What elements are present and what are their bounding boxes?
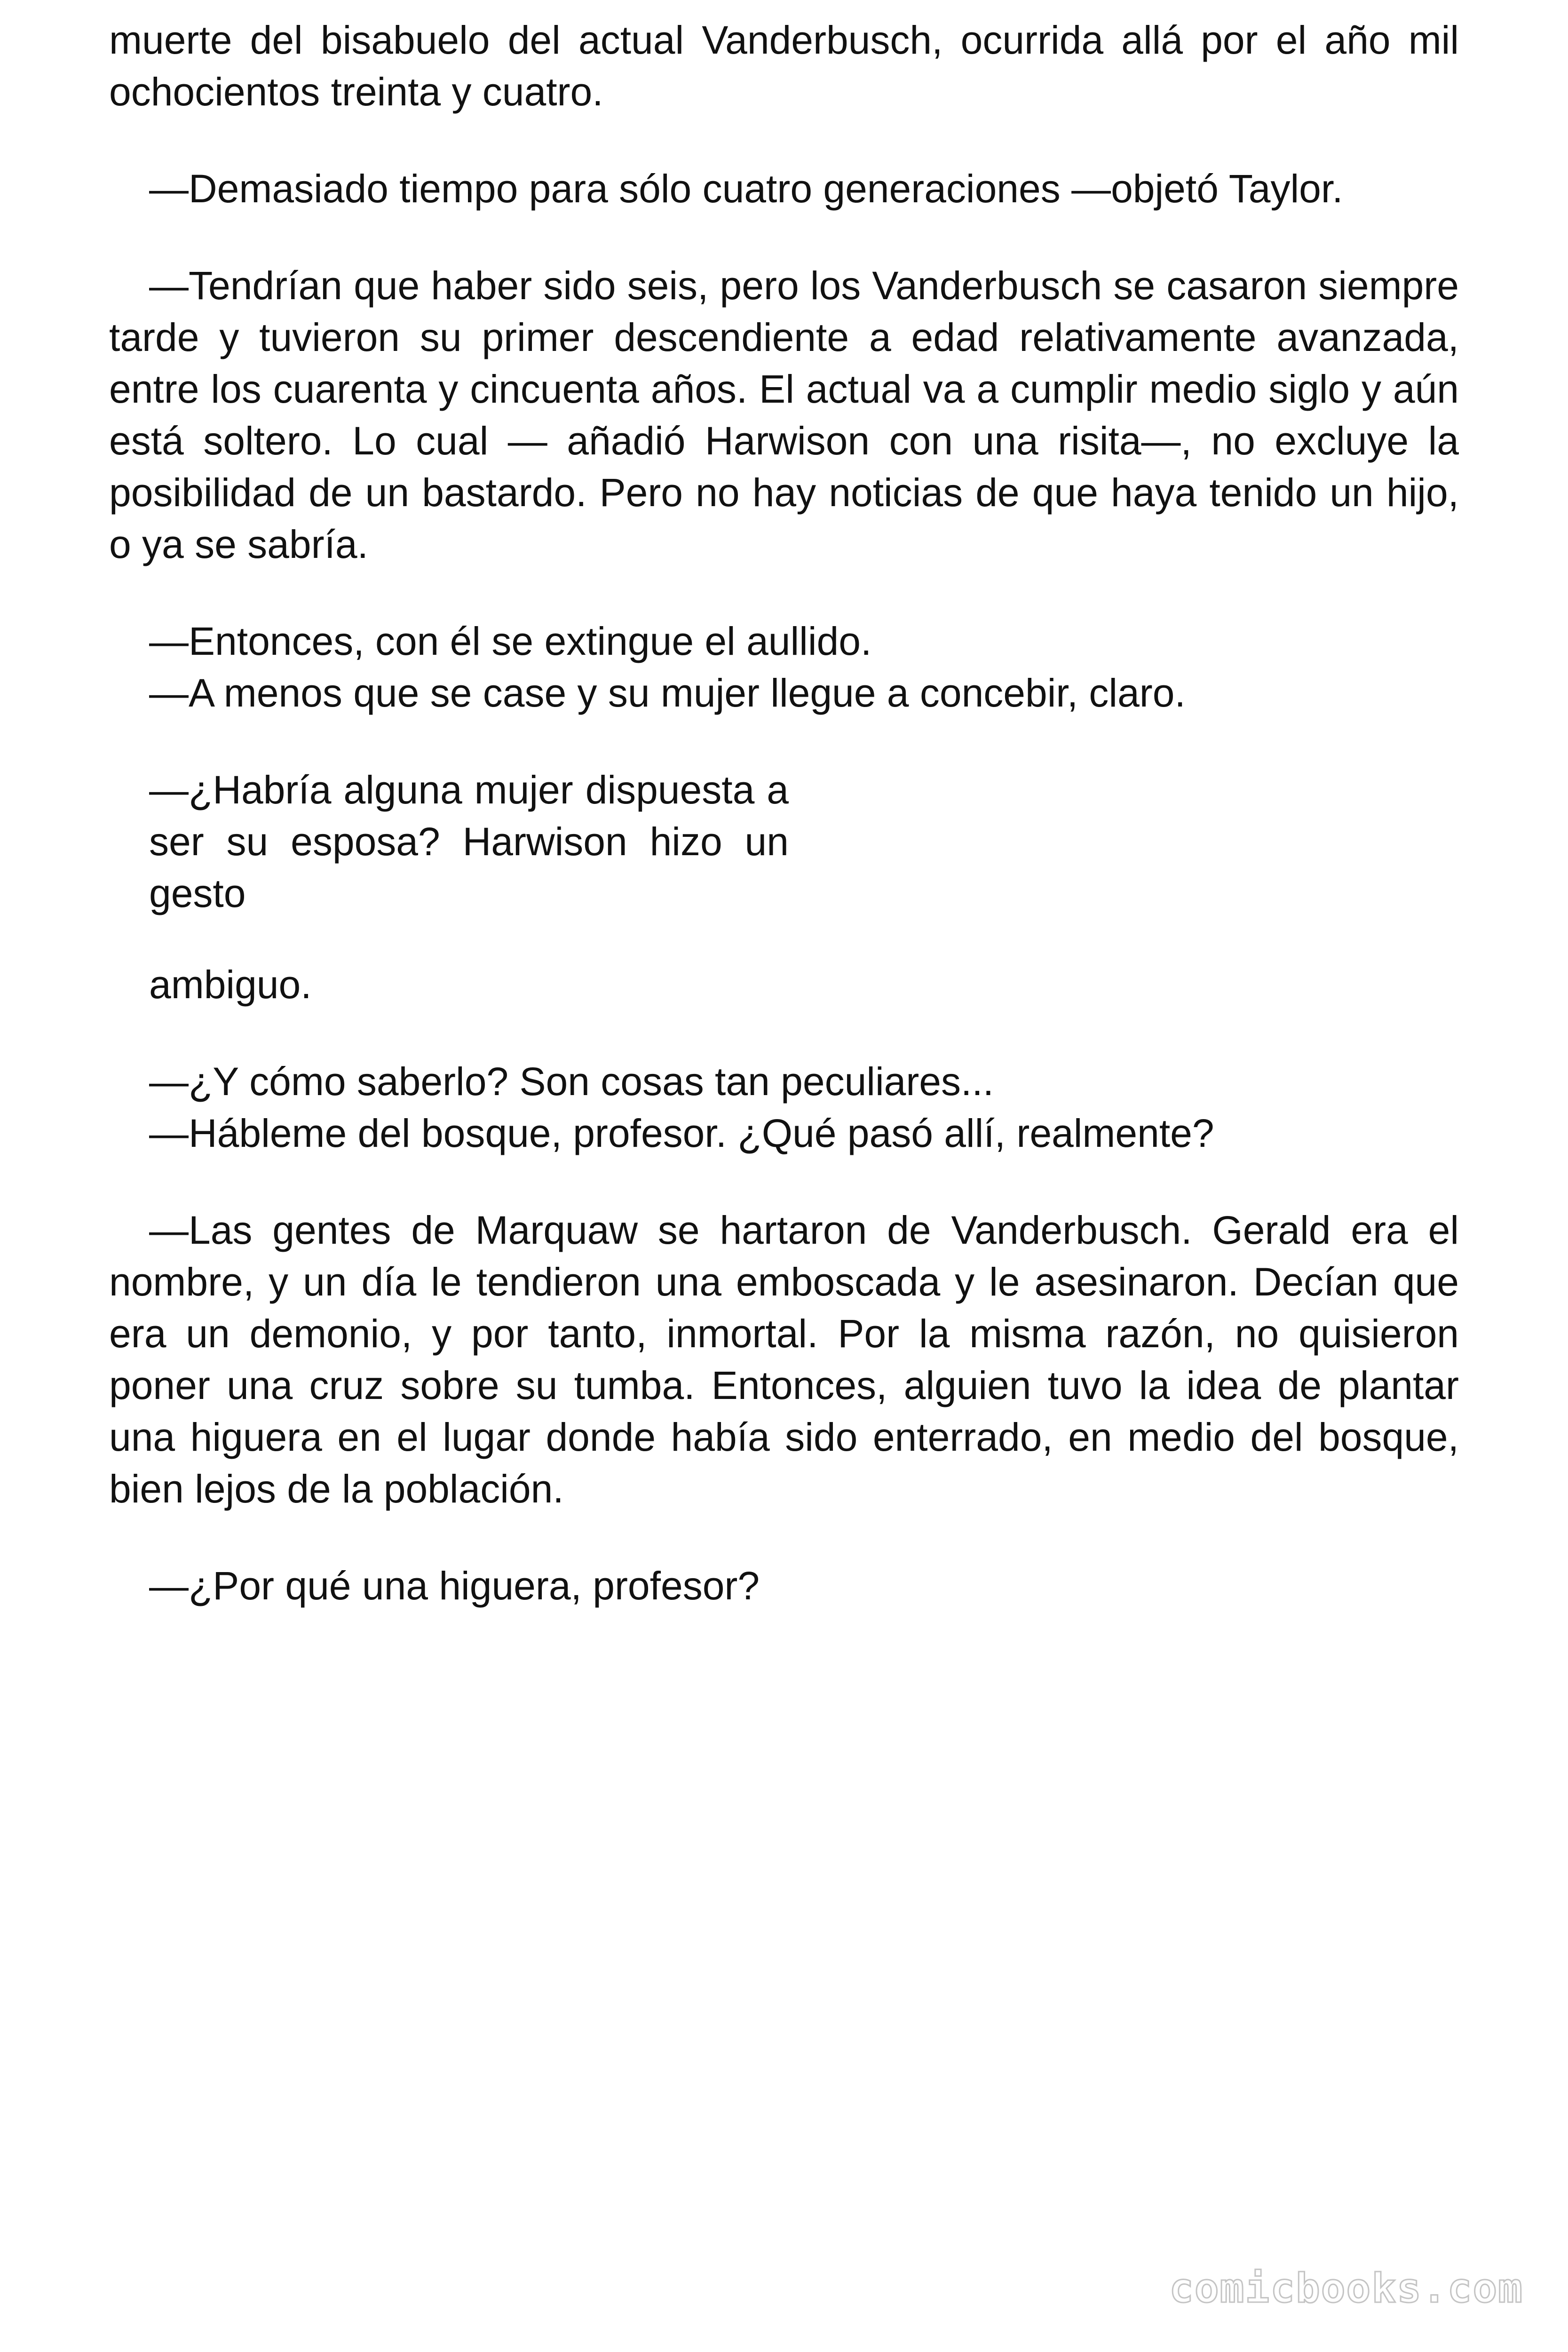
paragraph-4: —Entonces, con él se extingue el aullido.	[149, 619, 872, 663]
paragraph-10: —¿Por qué una higuera, profesor?	[149, 1564, 760, 1608]
paragraph-9: —Las gentes de Marquaw se hartaron de Vanderbusch. Gerald era el nombre, y un día le tendieron una emboscada y le asesinaron. Decían que era un demonio, y por tanto, inmortal. Por la misma razón, no quisieron poner una cruz sobre su tumba. Entonces, alguien tuvo la idea de plantar una higuera en el lugar donde había sido enterrado, en medio del bosque, bien lejos de la población.	[109, 1208, 1459, 1511]
paragraph-6: —¿Habría alguna mujer dispuesta a ser su esposa? Harwison hizo un gesto	[149, 768, 789, 915]
page-body	[109, 14, 1459, 1657]
paragraph-5: —A menos que se case y su mujer llegue a concebir, claro.	[149, 671, 1186, 715]
paragraph-8: —Hábleme del bosque, profesor. ¿Qué pasó allí, realmente?	[149, 1111, 1214, 1155]
paragraph-1: muerte del bisabuelo del actual Vanderbusch, ocurrida allá por el año mil ochocientos treinta y cuatro.	[109, 18, 1459, 114]
paragraph-6-end: ambiguo.	[149, 962, 312, 1007]
paragraph-7: —¿Y cómo saberlo? Son cosas tan peculiares...	[149, 1059, 994, 1104]
watermark: comicbooks.com	[1169, 2265, 1523, 2312]
paragraph-3: —Tendrían que haber sido seis, pero los Vanderbusch se casaron siempre tarde y tuvieron su primer descendiente a edad relativamente avanzada, entre los cuarenta y cincuenta años. El actual va a cumplir medio siglo y aún está soltero. Lo cual — añadió Harwison con una risita—, no excluye la posibilidad de un bastardo. Pero no hay noticias de que haya tenido un hijo, o ya se sabría.	[109, 263, 1459, 566]
paragraph-2: —Demasiado tiempo para sólo cuatro generaciones —objetó Taylor.	[149, 167, 1343, 211]
